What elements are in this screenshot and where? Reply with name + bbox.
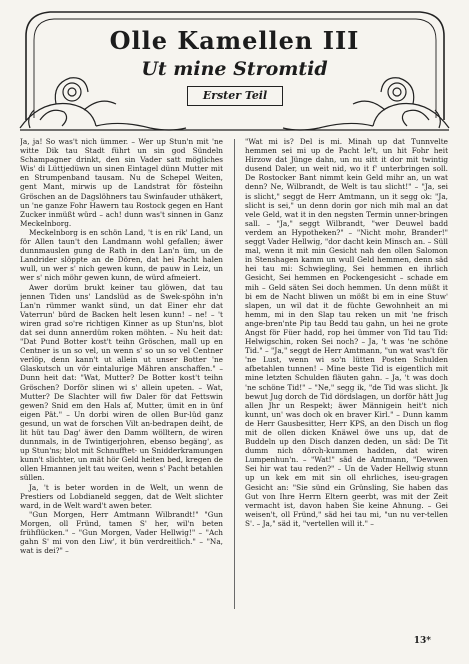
right-floral-ornament: [283, 78, 449, 130]
page-title: Olle Kamellen III: [109, 26, 360, 55]
paragraph: Meckelnborg is en schön Land, 't is en rik' Land, un för Allen taun't den Landmann wohl gefallen; äwer dunnmauslen gung de Rath in den Lan'n üm, un de Landrider slöppte an de Dören, dat hei Pacht halen wull, un wer s' nich gewen kunn, de pauw in Leiz, un wer s' nich möhr gewen kunn, de würd afmeiert.: [20, 227, 223, 283]
part-label: Erster Teil: [187, 86, 283, 106]
left-floral-ornament: [20, 78, 186, 130]
paragraph: Awer dorüm brukt keiner tau glöwen, dat tau jennen Tiden uns' Landslüd as de Swek-spöhn in'n Lan'n rümmer wankt sünd, un dat Einer ehr dat Vaterrun' bürd de Backen helt lesen kunn! – ne! – 't wiren grad so're richtigen Kinner as up Stun'ns, blot dat sei dunn annerdüm roken möhten. – Nu heit dat: "Dat Pund Botter kost't teihn Gröschen, mall up en Centner is un so vel, un wenn s' so un so vel Centner verlöp, denn kann't ut allein ut unser Botter 'ne Glaskutsch un vör eintalurige Mähren anschaffen." – Dunn heit dat: "Wat, Mutter? De Botter kost't teihn Gröschen? Dorför slinen wi s' allein upeten. – Wat, Mutter? De Slachter will fiw Daler för dat Fettswin gewen? Snid em den Hals af, Mutter, ümit en in ünf eigen Pät." – Un dorbi wiren de ollen Bur-lüd ganz gesund, un wat de forschen Vilt an-bedrapen deiht, de lit hüt tau Dag' äwer den Damm wölltern, de wiren dunnmals, in de Twintigerjohren, ebenso begäng', as up Stun'ns; blot mit Schnufftet- un Snidderkramungen kunn't slichter, un mät hör Geld heiten bed, kregen de ollen Hmannen jelt tau weiten, wenn s' Pacht betahlen süllen.: [20, 282, 223, 483]
page-number: 13*: [413, 636, 431, 646]
page-subtitle: Ut mine Stromtid: [141, 58, 328, 80]
paragraph: Ja, ja! So was't nich ümmer. – Wer up Stun'n mit 'ne witte Dik tau Stadt führt un sin god Sündeln Schampagner drinkt, den sin Vader satt mögliches Wis' di Lüttjedüwn un sinen Eintagel dünn Mutter mit en Strumpenband tausam. Nu de Schepel Weiten, gent Mant, mirwis up de Landstrat för fösteihn Gröschen an de Dagslöhners tau Swinfauder uthäkert, un 'ne ganze Fohr Hawern tau Rostock gegen en Hant Zucker inmüßt würd – ach! dunn was't sinnen in Ganz Meckelnborg.: [20, 137, 223, 228]
text-columns: [20, 137, 448, 617]
paragraph: Ja, 't is beter worden in de Welt, un wenn de Prestiers od Lobdianeld seggen, dat de Welt slichter ward, in de Welt ward't awen beter.: [20, 482, 223, 510]
right-column: [245, 137, 448, 617]
paragraph: "Gun Morgen, Herr Amtmann Wilbrandt!" "Gun Morgen, oll Fründ, tamen S' her, wil'n beten frühflücken." – "Gun Morgen, Vader Hellwig!" – "Ach gahn S' mi von den Liw', it bün verdreitlich." – "Na, wat is dei?" –: [20, 509, 223, 556]
left-column: [20, 137, 223, 617]
paragraph: "Wat mi is? Del is mi. Minah up dat Tunnvelte hemmen sei mi up de Pacht le't, un hit Fohr heit Hirzow dat Jünge dahn, un nu sitt it dor mit twintig dusend Daler, un weit nid, wo it f' unterbringen soll. De Rostocker Bant nimmt kein Geld mihr an, un wat denn? Ne, Wilbrandt, de Welt is tau slicht!" – "Ja, sei is slicht," seggt de Herr Amtmann, un it segg ok: "Ja, slicht is sei," un denn dorin gor nich mih mal an dat vele Geld, wat it in den negsten Termin unner-bringen sall. – "Ja," seggt Wilbrandt, "wer Deuwel badd verdem an Hypotheken?" – "Nicht mohr, Brander!" seggt Vader Hellwig, "dor dacht kein Minsch an. – Süll mal, wenn it mit min Gesicht nah den ollen Salomon in Stenshagen kamm un wull Geld hemmen, denn säd hei tau mi: Schwiegling, Sei hemmen en ihrlich Gesicht, Sei hemmen en Pockengesicht – schade em mih – Geld säten Sei doch hemmen. Un denn müßt it bi em de Nacht bliwen un mößt bi em in eine Stuw' slapen, un wil dat it de füchte Gewohnheit an mi hemm, mi in den Slap tau reken un mit 'ne frisch ange-bren'nte Pip tau Bedd tau gahn, un hei ne grote Angst för Füer hadd, rop hei ümmer von Tid tau Tid: Helwigschin, roken Sei noch? – Ja, 't was 'ne schöne Tid." – "Ja," seggt de Herr Amtmann, "un wat was't för 'ne Lust, wenn wi so'n lütten Posten Schulden afbetahlen tunnen! – Mine beste Tid is eigentlich mit mine letzten Schulden fläuten gahn. – Ja, 't was doch 'ne schöne Tid!" – "Ne," segg ik, "de Tid was slicht. Jk bewut Jug dorch de Tid dördslagen, un dorför hätt Jug allen Jhr un Respekt; äwer Männigein heit't nich kunnt, un' was doch ok en braver Kirl." – Dunn kamm de Herr Gausbesitter, Herr KPS, an den Disch un flog mit de ollen dicken Knäwel öwe uns up, dat de Buddeln up den Disch danzen deden, un säd: De Tit dumm nich dörch-kummen hadden, dat wiren Lumpenhun'n. – "Wat!" säd de Amtmann, "Dewwen Sei hir wat tau reden?" – Un de Vader Hellwig stunn up un kek em mit sin oll ehrliches, iseu-gragen Gesicht an: "Sie sünd ein Grünsling, Sie haben das Gut von Ihre Herrn Eltern geerbt, was mit der Zeit vermacht ist, davon haben Sie keine Ahnung. – Gei weisen't, oll Fründ," säd hei tau mi, "un nu ver-tellen S'. – Ja," säd it, "vertellen will it." –: [245, 137, 448, 528]
